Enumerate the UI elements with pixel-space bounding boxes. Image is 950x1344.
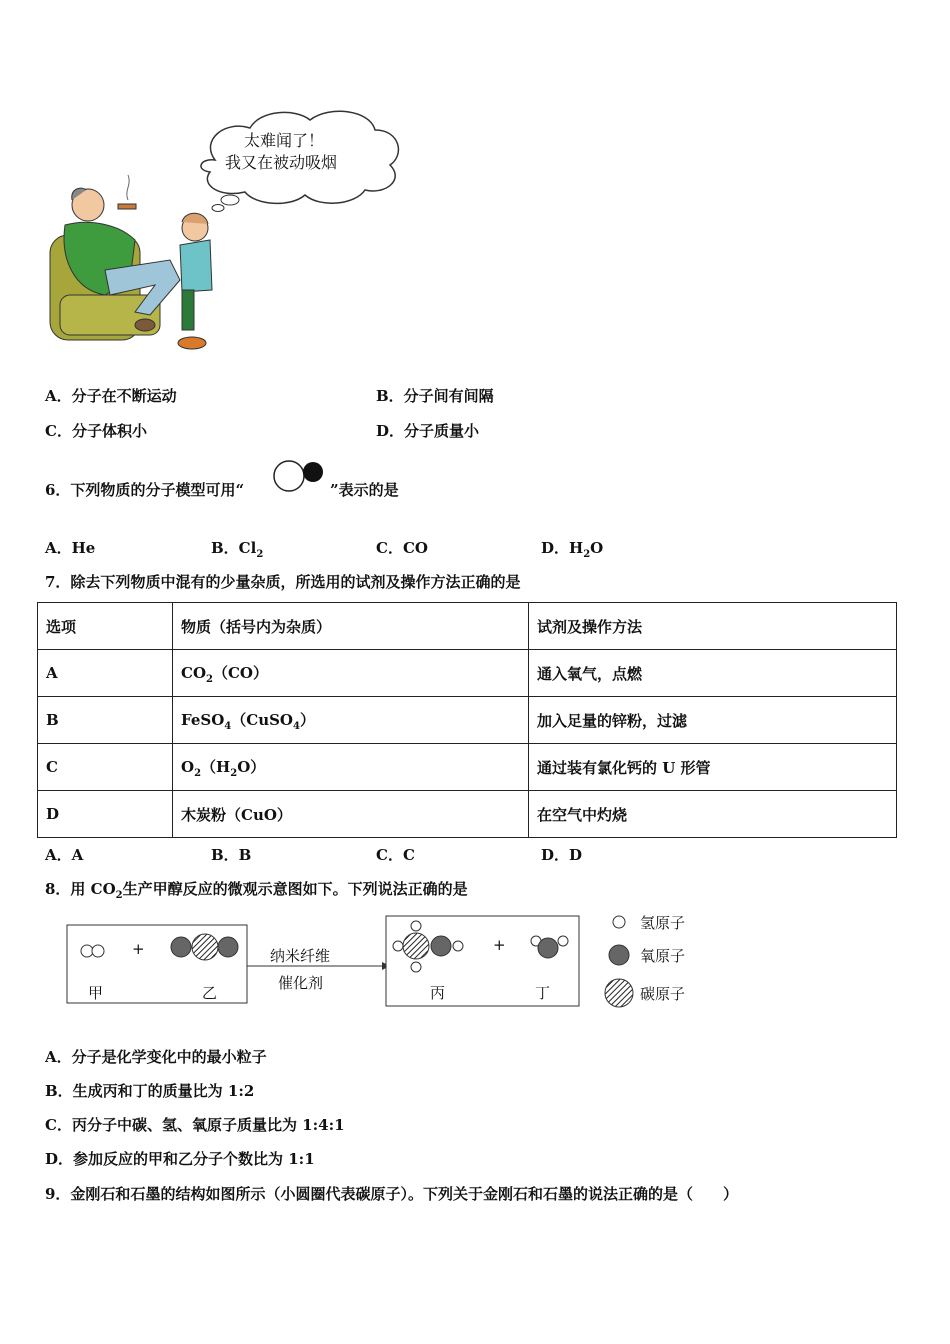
label-jia: 甲 [88, 984, 104, 1002]
q5-option-a: A．分子在不断运动 [45, 387, 177, 405]
q5-option-b: B．分子间有间隔 [376, 387, 494, 405]
q8-option-d: D．参加反应的甲和乙分子个数比为 1:1 [45, 1150, 315, 1168]
q6-stem-suffix: ”表示的是 [330, 481, 399, 499]
table-row [38, 650, 897, 697]
arrow-label-top: 纳米纤维 [270, 947, 331, 965]
arrow-label-bottom: 催化剂 [278, 974, 324, 992]
bubble-line2: 我又在被动吸烟 [225, 153, 338, 172]
smoking-illustration [40, 100, 410, 360]
q9-stem: 9．金刚石和石墨的结构如图所示（小圆圈代表碳原子）。下列关于金刚石和石墨的说法正确的是（ ） [45, 1185, 738, 1203]
legend-oxygen: 氧原子 [640, 947, 686, 965]
header-option: 选项 [38, 603, 173, 650]
row-option: B [38, 697, 173, 744]
row-option: C [38, 744, 173, 791]
plus-right: + [493, 936, 506, 954]
row-method: 通过装有氯化钙的 U 形管 [529, 744, 897, 791]
plus-left: + [132, 940, 145, 958]
reaction-diagram [60, 905, 710, 1020]
q8-option-c: C．丙分子中碳、氢、氧原子质量比为 1:4:1 [45, 1116, 345, 1134]
label-yi: 乙 [202, 984, 218, 1002]
row-substance: $O_2(H_2O)$ [173, 744, 529, 791]
label-bing: 丙 [430, 984, 446, 1002]
q7-table [37, 602, 897, 838]
q7-option-b: B．B [211, 846, 252, 864]
q8-option-b: B．生成丙和丁的质量比为 1:2 [45, 1082, 255, 1100]
q5-option-d: D．分子质量小 [376, 422, 480, 440]
label-ding: 丁 [535, 984, 551, 1002]
row-substance: 木炭粉（CuO） [173, 791, 529, 838]
q7-option-c: C．C [376, 846, 415, 864]
q6-option-d: D．$H_2O$ [541, 539, 604, 560]
table-header-row [38, 603, 897, 650]
q7-option-a: A．A [45, 846, 84, 864]
q7-stem: 7．除去下列物质中混有的少量杂质，所选用的试剂及操作方法正确的是 [45, 573, 521, 591]
row-method: 加入足量的锌粉，过滤 [529, 697, 897, 744]
legend-carbon: 碳原子 [640, 985, 686, 1003]
legend-hydrogen: 氢原子 [640, 914, 686, 932]
table-row [38, 791, 897, 838]
header-substance: 物质（括号内为杂质） [173, 603, 529, 650]
header-method: 试剂及操作方法 [529, 603, 897, 650]
q8-option-a: A．分子是化学变化中的最小粒子 [45, 1048, 267, 1066]
row-option: D [38, 791, 173, 838]
row-method: 通入氧气，点燃 [529, 650, 897, 697]
q6-option-b: B．$Cl_2$ [211, 539, 264, 560]
q6-stem-prefix: 6．下列物质的分子模型可用“ [45, 481, 245, 499]
q6-option-c: C．CO [376, 539, 428, 557]
table-row [38, 744, 897, 791]
bubble-line1: 太难闻了！ [244, 131, 325, 150]
molecule-model-icon [270, 458, 330, 494]
row-option: A [38, 650, 173, 697]
q8-stem: 8．用 $CO_2$生产甲醇反应的微观示意图如下。下列说法正确的是 [45, 880, 468, 901]
row-method: 在空气中灼烧 [529, 791, 897, 838]
q5-option-c: C．分子体积小 [45, 422, 147, 440]
row-substance: $CO_2(CO)$ [173, 650, 529, 697]
q6-option-a: A．He [45, 539, 96, 557]
row-substance: FeSO$_4$（CuSO$_4$） [173, 697, 529, 744]
q7-option-d: D．D [541, 846, 583, 864]
table-row [38, 697, 897, 744]
